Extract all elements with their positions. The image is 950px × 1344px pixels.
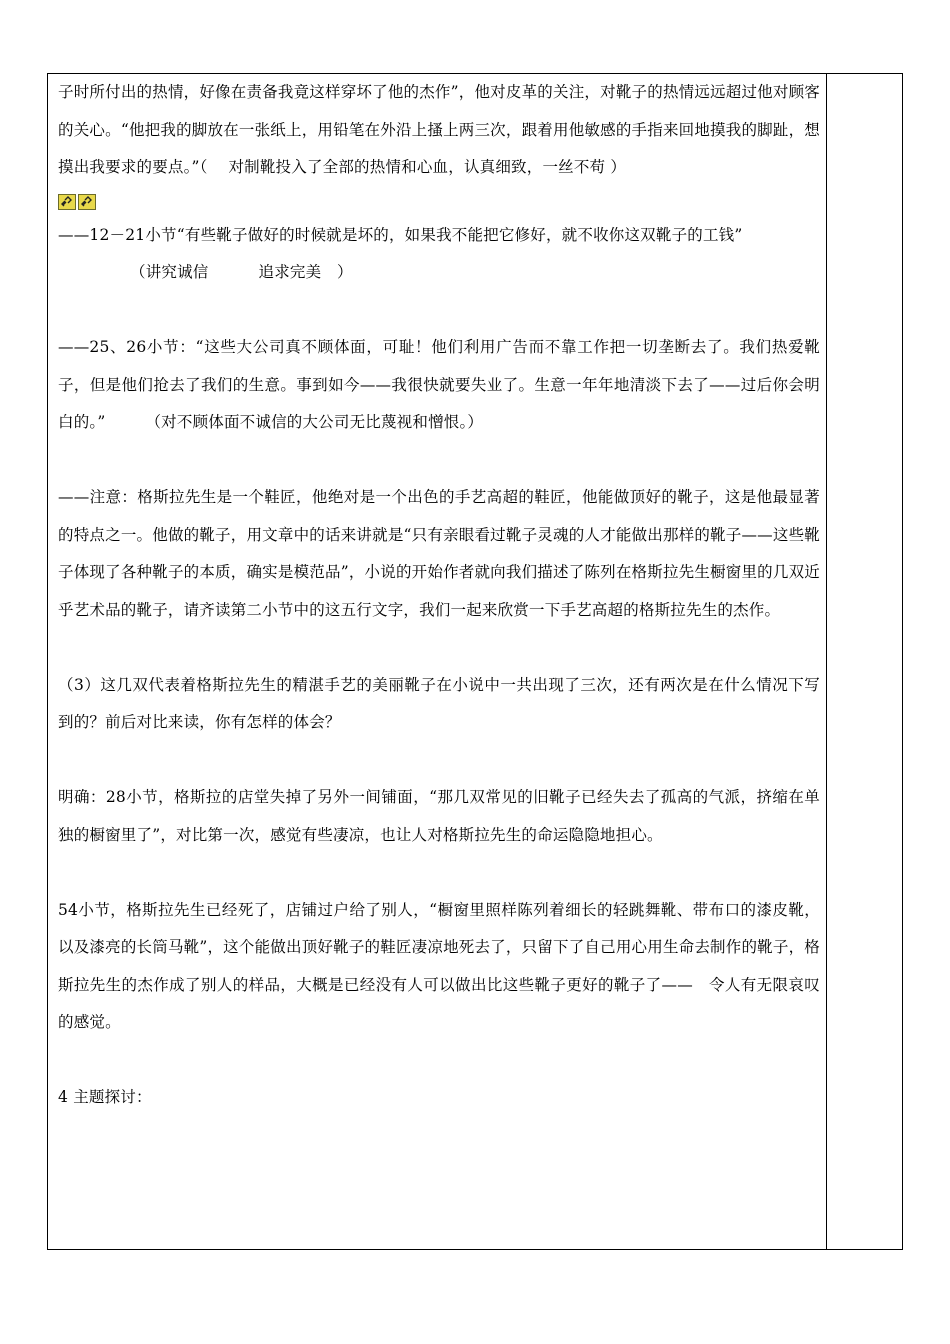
link-icon[interactable] xyxy=(58,194,76,210)
main-content-cell xyxy=(58,74,820,1117)
quote-big-companies: ——25、26小节：“这些大公司真不顾体面，可耻！他们利用广告而不靠工作把一切垄断去了。我们热爱靴子，但是他们抢去了我们的生意。事到如今——我很快就要失业了。生意一年年地清淡下去了——过后你会明白的。” xyxy=(58,338,820,431)
icon-row xyxy=(58,187,820,217)
paragraph-answer-28: 明确：28小节，格斯拉的店堂失掉了另外一间铺面，“那几双常见的旧靴子已经失去了孤高的气派，挤缩在单独的橱窗里了”，对比第一次，感觉有些凄凉，也让人对格斯拉先生的命运隐隐地担心。 xyxy=(58,788,820,844)
blank-line xyxy=(58,1042,820,1080)
note-honesty: （讲究诚信 xyxy=(130,263,209,281)
section-heading-theme: 4 主题探讨： xyxy=(58,1088,152,1106)
paragraph-notice: ——注意：格斯拉先生是一个鞋匠，他绝对是一个出色的手艺高超的鞋匠，他能做顶好的靴子，这是他最显著的特点之一。他做的靴子，用文章中的话来讲就是“只有亲眼看过靴子灵魂的人才能做出那样的靴子——这些靴子体现了各种靴子的本质，确实是模范品”，小说的开始作者就向我们描述了陈列在格斯拉先生橱窗里的几双近乎艺术品的靴子，请齐读第二小节中的这五行文字，我们一起来欣赏一下手艺高超的格斯拉先生的杰作。 xyxy=(58,488,820,619)
blank-line xyxy=(58,292,820,330)
blank-line xyxy=(58,629,820,667)
table-column-divider xyxy=(826,74,827,1249)
link-icon-glyph xyxy=(61,196,73,208)
blank-line xyxy=(58,442,820,480)
paragraph-big-companies xyxy=(58,329,820,442)
blank-line xyxy=(58,742,820,780)
link-icon[interactable] xyxy=(78,194,96,210)
paragraph-honesty: ——12－21小节“有些靴子做好的时候就是坏的，如果我不能把它修好，就不收你这双靴子的工钱” xyxy=(58,225,743,244)
paragraph-answer-54: 54小节，格斯拉先生已经死了，店铺过户给了别人，“橱窗里照样陈列着细长的轻跳舞靴、带布口的漆皮靴，以及漆亮的长筒马靴”，这个能做出顶好靴子的鞋匠凄凉地死去了，只留下了自己用心用生命去制作的靴子，格斯拉先生的杰作成了别人的样品，大概是已经没有人可以做出比这些靴子更好的靴子了—— 令人有无限哀叹的感觉。 xyxy=(58,900,820,1031)
paragraph-question-3: （3）这几双代表着格斯拉先生的精湛手艺的美丽靴子在小说中一共出现了三次，还有两次是在什么情况下写到的？前后对比来读，你有怎样的体会？ xyxy=(58,675,820,731)
note-perfection: 追求完美 ） xyxy=(258,263,353,281)
note-contempt: （对不顾体面不诚信的大公司无比蔑视和憎恨。） xyxy=(145,413,484,431)
blank-line xyxy=(58,854,820,892)
link-icon-glyph xyxy=(81,196,93,208)
document-table xyxy=(47,73,903,1250)
paragraph-passion: 子时所付出的热情，好像在责备我竟这样穿坏了他的杰作”，他对皮革的关注，对靴子的热情远远超过他对顾客的关心。“他把我的脚放在一张纸上，用铅笔在外沿上搔上两三次，跟着用他敏感的手指来回地摸我的脚趾，想摸出我要求的要点。”（ 对制靴投入了全部的热情和心血，认真细致，一丝不苟 ） xyxy=(58,83,820,176)
paragraph-honesty-note xyxy=(58,254,820,292)
